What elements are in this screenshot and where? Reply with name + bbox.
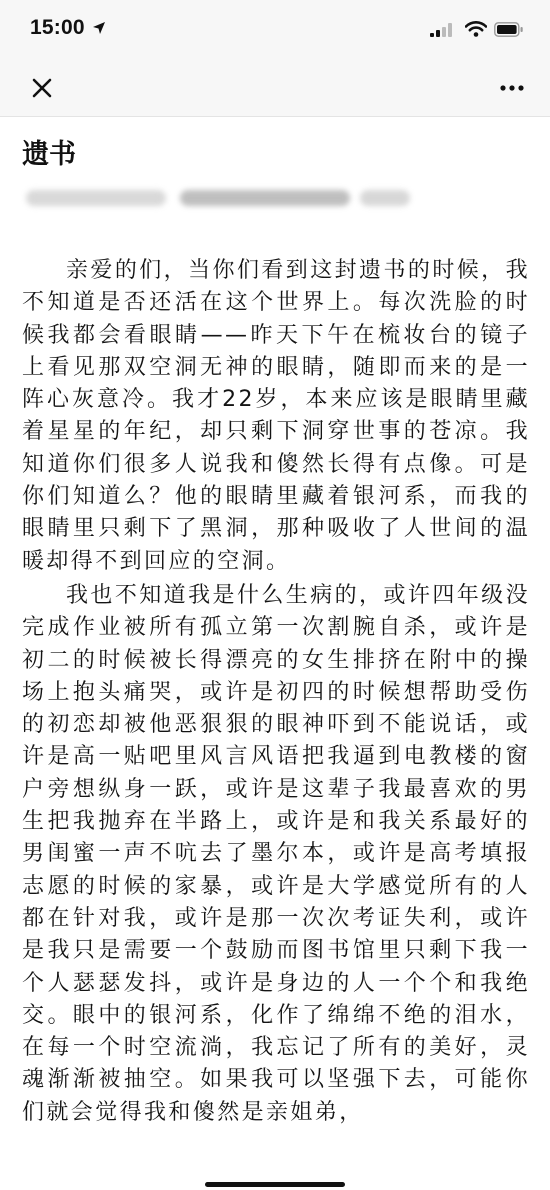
article-meta-blurred — [22, 186, 522, 212]
close-icon[interactable] — [28, 74, 56, 102]
status-time: 15:00 — [30, 16, 85, 39]
nav-bar — [0, 62, 550, 117]
article-body — [22, 255, 530, 1129]
article-paragraph-2: 我也不知道我是什么生病的，或许四年级没完成作业被所有孤立第一次割腕自杀，或许是初二的时候被长得漂亮的女生排挤在附中的操场上抱头痛哭，或许是初四的时候想帮助受伤的初恋却被他恶狠狠的眼神吓到不能说话，或许是高一贴吧里风言风语把我逼到电教楼的窗户旁想纵身一跃，或许是这辈子我最喜欢的男生把我抛弃在半路上，或许是和我关系最好的男闺蜜一声不吭去了墨尔本，或许是高考填报志愿的时候的家暴，或许是大学感觉所有的人都在针对我，或许是那一次次考证失利，或许是我只是需要一个鼓励而图书馆里只剩下我一个人瑟瑟发抖，或许是身边的人一个个和我绝交。眼中的银河系，化作了绵绵不绝的泪水，在每一个时空流淌，我忘记了所有的美好，灵魂渐渐被抽空。如果我可以坚强下去，可能你们就会觉得我和傻然是亲姐弟， — [22, 582, 530, 1125]
location-arrow-icon — [92, 21, 106, 35]
cellular-signal-icon — [430, 23, 454, 37]
status-bar — [0, 0, 550, 62]
blurred-account-name — [180, 190, 350, 206]
wifi-icon — [465, 21, 487, 37]
blurred-date — [360, 190, 410, 206]
blurred-author — [26, 190, 166, 206]
article-title: 遗书 — [22, 139, 76, 170]
more-icon[interactable] — [498, 74, 526, 102]
battery-icon — [494, 22, 524, 37]
article-paragraph-1: 亲爱的们，当你们看到这封遗书的时候，我不知道是否还活在这个世界上。每次洗脸的时候我都会看眼睛——昨天下午在梳妆台的镜子上看见那双空洞无神的眼睛，随即而来的是一阵心灰意冷。我才22岁，本来应该是眼睛里藏着星星的年纪，却只剩下洞穿世事的苍凉。我知道你们很多人说我和傻然长得有点像。可是你们知道么？他的眼睛里藏着银河系，而我的眼睛里只剩下了黑洞，那种吸收了人世间的温暖却得不到回应的空洞。 — [22, 258, 530, 574]
home-indicator — [205, 1182, 345, 1187]
